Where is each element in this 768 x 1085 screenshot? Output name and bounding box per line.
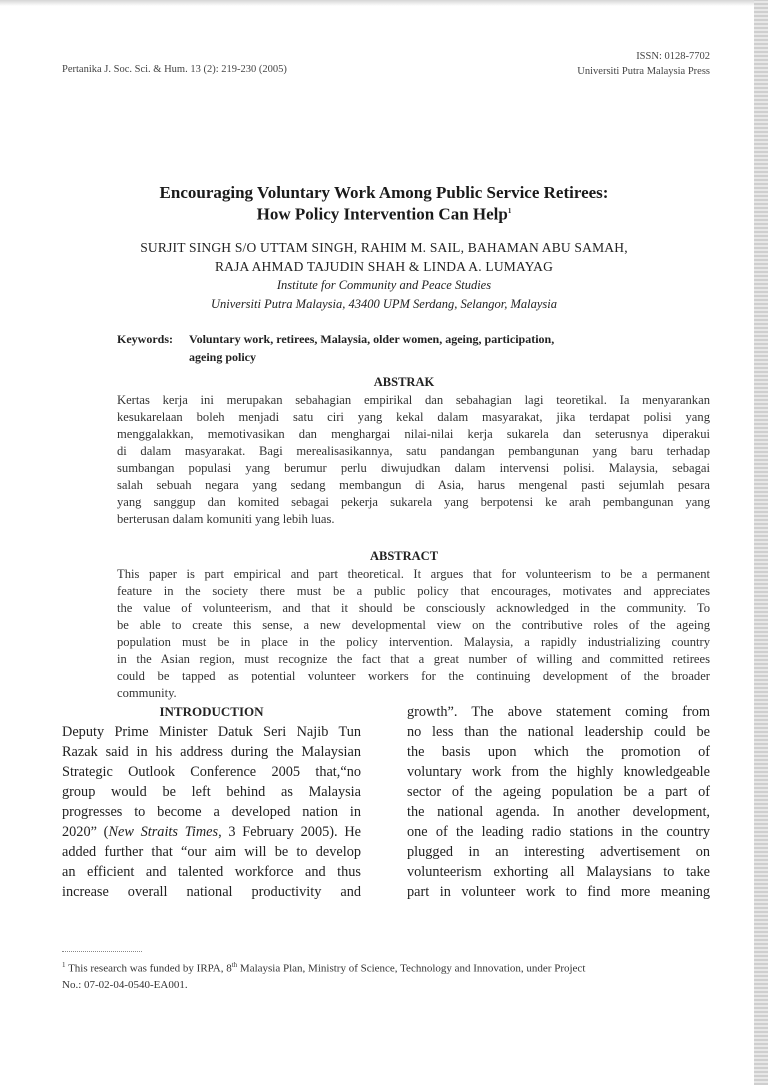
author-line: SURJIT SINGH S/O UTTAM SINGH, RAHIM M. SAIL, BAHAMAN ABU SAMAH, (140, 240, 628, 255)
footnote-divider (62, 951, 142, 952)
affiliation (0, 276, 768, 314)
scan-right-edge (754, 0, 768, 1085)
text-line: the national agenda. In another development, (407, 804, 710, 820)
citation-title: New Straits Times (108, 824, 219, 840)
footnote-text: No.: 07-02-04-0540-EA001. (62, 978, 188, 991)
footnote (62, 957, 710, 993)
text-line: be able to create this sense, a new developmental view on the contributive roles of the ageing (117, 618, 710, 632)
text-line: an efficient and talented workforce and thus (62, 864, 361, 880)
text-line: kesukarelaan boleh menjadi satu ciri yang kekal dalam masyarakat, jika terdapat polisi yang (117, 410, 710, 424)
text-line: one of the leading radio stations in the country (407, 824, 710, 840)
affiliation-line: Institute for Community and Peace Studies (276, 278, 492, 292)
text-line: sector of the ageing population be a part of (407, 784, 710, 800)
text-line: Kertas kerja ini merupakan sebahagian empirikal dan sebahagian lagi teoretikal. Ia menyarankan (117, 393, 710, 407)
intro-left-column (62, 722, 361, 902)
text-line: in the Asian region, must recognize the fact that a great number of willing and committed retirees (117, 652, 710, 666)
abstrak-heading: ABSTRAK (373, 375, 435, 389)
text-line: the value of volunteerism, and that it should be consciously acknowledged in the community. To (117, 601, 710, 615)
text-line: feature in the society there must be a public policy that encourages, motivates and appreciates (117, 584, 710, 598)
text-line: progresses to become a developed nation in (62, 804, 361, 820)
abstract-heading: ABSTRACT (369, 549, 439, 563)
authors (0, 238, 768, 276)
text-line: growth”. The above statement coming from (407, 704, 710, 720)
publisher-info (577, 49, 710, 79)
text-line: added further that “our aim will be to develop (62, 844, 361, 860)
keywords-label: Keywords: (117, 332, 173, 346)
footnote-sup: th (231, 961, 238, 969)
text-line: increase overall national productivity and (62, 884, 361, 900)
footnote-ref: 1 (507, 207, 512, 215)
abstrak-body (117, 392, 710, 528)
text-line: berterusan dalam komuniti yang lebih luas. (117, 512, 335, 526)
text-line: sumbangan populasi yang berumur perlu diwujudkan dalam intervensi polisi. Malaysia, sebagai (117, 461, 710, 475)
text-line: salah sebuah negara yang sedang membangun di Asia, harus mengenal pasti sejumlah pesara (117, 478, 710, 492)
text-line: This paper is part empirical and part theoretical. It argues that for volunteerism to be a permanent (117, 567, 710, 581)
text-line: di dalam masyarakat. Bagi merealisasikannya, satu pandangan pembangunan yang baru terhadap (117, 444, 710, 458)
text-line: Deputy Prime Minister Datuk Seri Najib Tun (62, 724, 361, 740)
text-line: yang sanggup dan komited sebagai pekerja sukarela yang berpotensi ke arah pembangunan yang (117, 495, 710, 509)
title-line: Encouraging Voluntary Work Among Public Service Retirees: (159, 183, 609, 202)
scan-top-edge (0, 0, 768, 6)
title-line (0, 202, 768, 224)
title-text: How Policy Intervention Can Help (256, 204, 508, 224)
footnote-text: Malaysia Plan, Ministry of Science, Technology and Innovation, under Project (237, 962, 586, 975)
keywords-text: ageing policy (189, 350, 257, 364)
issn: ISSN: 0128-7702 (636, 51, 710, 62)
text-line: the basis upon which the promotion of (407, 744, 710, 760)
author-line: RAJA AHMAD TAJUDIN SHAH & LINDA A. LUMAYAG (214, 259, 554, 274)
text-line: 2020” (New Straits Times, 3 February 2005). He (62, 824, 361, 840)
keywords (117, 330, 717, 366)
text-line: part in volunteer work to find more meaning (407, 884, 710, 900)
text-line: no less than the national leadership could be (407, 724, 710, 740)
footnote-text: This research was funded by IRPA, 8 (68, 962, 232, 975)
footnote-mark: 1 (62, 961, 66, 969)
paper-title (0, 183, 768, 224)
text-line: plugged in an interesting advertisement on (407, 844, 710, 860)
text-line: volunteerism exhorting all Malaysians to take (407, 864, 710, 880)
text-line: Razak said in his address during the Malaysian (62, 744, 361, 760)
abstract-body (117, 566, 710, 702)
journal-citation: Pertanika J. Soc. Sci. & Hum. 13 (2): 219-230 (2005) (62, 64, 287, 75)
publisher: Universiti Putra Malaysia Press (577, 66, 710, 77)
text-line: menggalakkan, memotivasikan dan menghargai nilai-nilai kerja sukarela dan seterusnya diperakui (117, 427, 710, 441)
intro-right-column (407, 702, 710, 902)
text-line: voluntary work from the highly knowledgeable (407, 764, 710, 780)
text-line: Strategic Outlook Conference 2005 that,“no (62, 764, 361, 780)
text-line: community. (117, 686, 177, 700)
text-line: could be tapped as potential volunteer workers for the continuing development of the broader (117, 669, 710, 683)
introduction-heading: INTRODUCTION (159, 704, 264, 719)
text-line: population must be in place in the policy intervention. Malaysia, a rapidly industrializing country (117, 635, 710, 649)
keywords-text: Voluntary work, retirees, Malaysia, older women, ageing, participation, (189, 332, 555, 346)
text-line: group would be left behind as Malaysia (62, 784, 361, 800)
affiliation-line: Universiti Putra Malaysia, 43400 UPM Serdang, Selangor, Malaysia (210, 297, 558, 311)
